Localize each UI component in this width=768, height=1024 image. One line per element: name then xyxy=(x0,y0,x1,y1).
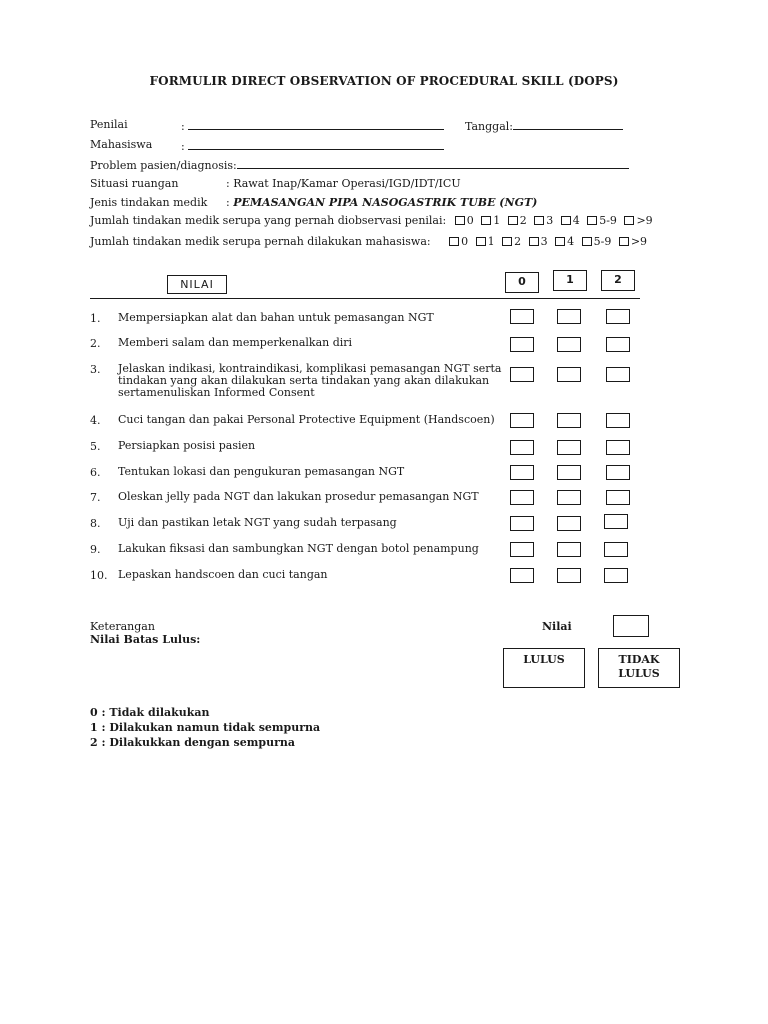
mahasiswa-field[interactable]: : xyxy=(181,138,444,153)
dilakukan-checkbox-2[interactable] xyxy=(502,237,512,246)
jenis-label: Jenis tindakan medik xyxy=(90,196,208,209)
observasi-checkbox-5-9[interactable] xyxy=(587,216,597,225)
observasi-checkbox-4[interactable] xyxy=(561,216,571,225)
observasi-checkbox-0[interactable] xyxy=(455,216,465,225)
tanggal-field[interactable] xyxy=(465,118,623,133)
penilai-label: Penilai xyxy=(90,118,128,131)
score-box-item3-1[interactable] xyxy=(557,367,581,382)
jenis-value: PEMASANGAN PIPA NASOGASTRIK TUBE (NGT) xyxy=(233,196,538,209)
problem-field[interactable] xyxy=(90,157,629,172)
problem-line[interactable] xyxy=(237,157,629,169)
score-box-item10-2[interactable] xyxy=(604,568,628,583)
penilai-row xyxy=(90,118,128,131)
observasi-checkbox-3[interactable] xyxy=(534,216,544,225)
score-box-item6-2[interactable] xyxy=(606,465,630,480)
jenis-value-row: : PEMASANGAN PIPA NASOGASTRIK TUBE (NGT) xyxy=(226,196,538,209)
score-box-item4-1[interactable] xyxy=(557,413,581,428)
dilakukan-checkbox-gt9[interactable] xyxy=(619,237,629,246)
score-header-2: 2 xyxy=(601,270,635,291)
score-box-item5-2[interactable] xyxy=(606,440,630,455)
score-box-item9-0[interactable] xyxy=(510,542,534,557)
jumlah-observasi-label: Jumlah tindakan medik serupa yang pernah diobservasi penilai: xyxy=(90,214,447,227)
tidak-label: TIDAK xyxy=(618,653,660,666)
legend-item-2: 2 : Dilakukkan dengan sempurna xyxy=(90,736,295,749)
score-box-item3-2[interactable] xyxy=(606,367,630,382)
score-box-item1-1[interactable] xyxy=(557,309,581,324)
jumlah-dilakukan-row xyxy=(90,235,650,248)
mahasiswa-line[interactable] xyxy=(188,138,444,150)
score-box-item8-1[interactable] xyxy=(557,516,581,531)
score-box-item9-2[interactable] xyxy=(604,542,628,557)
form-title: FORMULIR DIRECT OBSERVATION OF PROCEDURAL SKILL (DOPS) xyxy=(149,74,619,88)
dilakukan-checkbox-3[interactable] xyxy=(529,237,539,246)
score-box-item2-0[interactable] xyxy=(510,337,534,352)
observasi-checkbox-gt9[interactable] xyxy=(624,216,634,225)
score-box-item7-1[interactable] xyxy=(557,490,581,505)
legend-item-1: 1 : Dilakukan namun tidak sempurna xyxy=(90,721,321,734)
score-box-item2-1[interactable] xyxy=(557,337,581,352)
score-box-item8-2[interactable] xyxy=(604,514,628,529)
score-box-item6-0[interactable] xyxy=(510,465,534,480)
score-box-item10-1[interactable] xyxy=(557,568,581,583)
nilai-label: Nilai xyxy=(542,620,572,633)
dilakukan-options: 0 1 2 3 4 5-9 >9 xyxy=(448,235,650,248)
penilai-line[interactable] xyxy=(188,118,444,130)
score-box-item2-2[interactable] xyxy=(606,337,630,352)
observasi-checkbox-1[interactable] xyxy=(481,216,491,225)
situasi-value: : Rawat Inap/Kamar Operasi/IGD/IDT/ICU xyxy=(226,177,461,190)
lulus-box[interactable] xyxy=(503,648,585,688)
legend-item-0: 0 : Tidak dilakukan xyxy=(90,706,210,719)
dilakukan-checkbox-4[interactable] xyxy=(555,237,565,246)
problem-label: Problem pasien/diagnosis: xyxy=(90,159,237,172)
score-box-item5-1[interactable] xyxy=(557,440,581,455)
score-box-item7-0[interactable] xyxy=(510,490,534,505)
score-box-item1-0[interactable] xyxy=(510,309,534,324)
jumlah-dilakukan-label: Jumlah tindakan medik serupa pernah dilakukan mahasiswa: xyxy=(90,235,431,248)
score-box-item1-2[interactable] xyxy=(606,309,630,324)
nilai-input[interactable] xyxy=(613,615,649,637)
score-box-item8-0[interactable] xyxy=(510,516,534,531)
header-divider xyxy=(90,298,640,299)
keterangan-label: Keterangan xyxy=(90,620,155,633)
score-box-item10-0[interactable] xyxy=(510,568,534,583)
dilakukan-checkbox-5-9[interactable] xyxy=(582,237,592,246)
score-box-item4-0[interactable] xyxy=(510,413,534,428)
tidak-lulus-box[interactable] xyxy=(598,648,680,688)
lulus-label: LULUS xyxy=(523,653,565,666)
penilai-field[interactable]: : xyxy=(181,118,444,133)
situasi-label: Situasi ruangan xyxy=(90,177,179,190)
tanggal-label: Tanggal: xyxy=(465,120,513,133)
score-header-1: 1 xyxy=(553,270,587,291)
score-box-item3-0[interactable] xyxy=(510,367,534,382)
score-box-item6-1[interactable] xyxy=(557,465,581,480)
tanggal-line[interactable] xyxy=(513,118,623,130)
score-header-0: 0 xyxy=(505,272,539,293)
dilakukan-checkbox-0[interactable] xyxy=(449,237,459,246)
dilakukan-checkbox-1[interactable] xyxy=(476,237,486,246)
observasi-checkbox-2[interactable] xyxy=(508,216,518,225)
nilai-batas-label: Nilai Batas Lulus: xyxy=(90,633,201,646)
score-box-item5-0[interactable] xyxy=(510,440,534,455)
tidak-lulus-label: LULUS xyxy=(618,667,660,680)
score-box-item9-1[interactable] xyxy=(557,542,581,557)
score-box-item7-2[interactable] xyxy=(606,490,630,505)
score-box-item4-2[interactable] xyxy=(606,413,630,428)
observasi-options: 0 1 2 3 4 5-9 >9 xyxy=(454,214,656,227)
jumlah-observasi-row xyxy=(90,214,656,227)
nilai-header: NILAI xyxy=(167,275,227,294)
mahasiswa-label: Mahasiswa xyxy=(90,138,153,151)
